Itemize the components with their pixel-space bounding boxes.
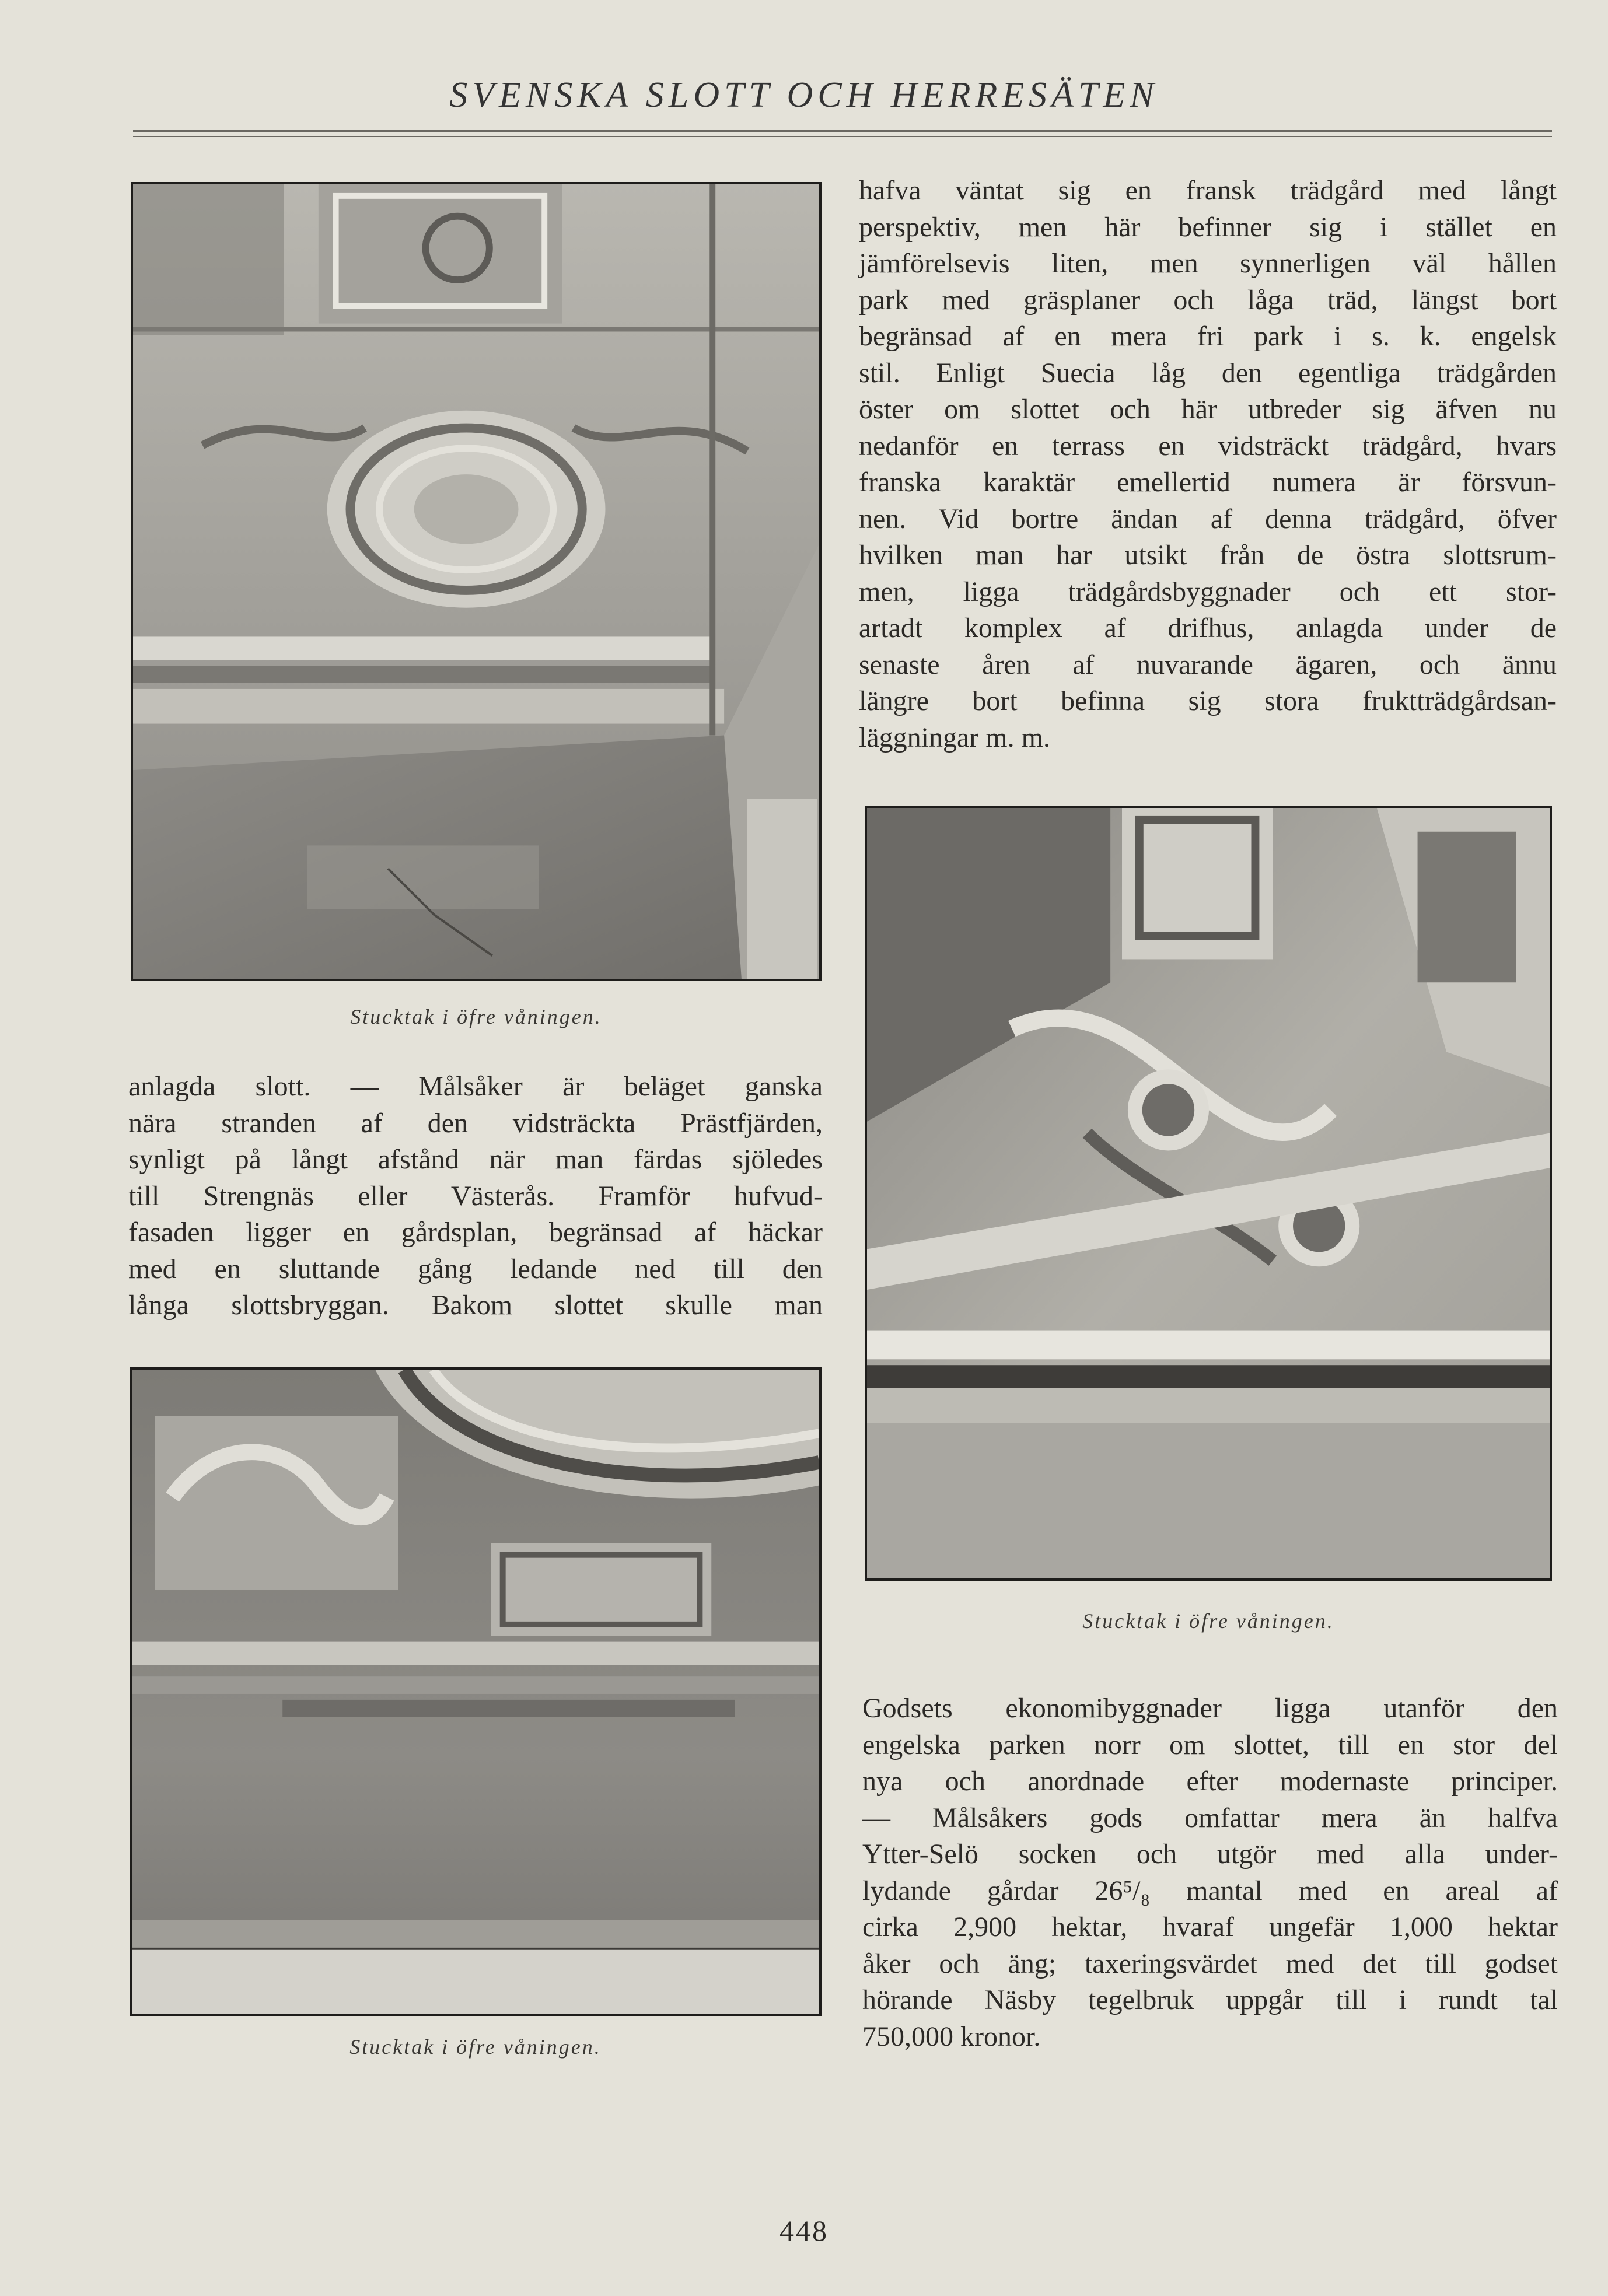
text-line: men, ligga trädgårdsbyggnader och ett stor- (859, 576, 1557, 607)
text-column-right-top (859, 173, 1557, 756)
text-line: artadt komplex af drifhus, anlagda under de (859, 612, 1557, 643)
text-line: cirka 2,900 hektar, hvaraf ungefär 1,000 hektar (862, 1912, 1558, 1943)
header-rule (133, 136, 1552, 137)
photo-stucco-ceiling-top-left (131, 182, 822, 981)
text-line: begränsad af en mera fri park i s. k. engelsk (859, 321, 1557, 352)
text-line: hörande Näsby tegelbruk uppgår till i rundt tal (862, 1985, 1558, 2015)
text-line: jämförelsevis liten, men synnerligen väl hållen (859, 248, 1557, 279)
text-line: lydande gårdar 26⁵/₈ mantal med en areal af (862, 1875, 1558, 1906)
text-line: senaste åren af nuvarande ägaren, och ännu (859, 649, 1557, 680)
text-line: synligt på långt afstånd när man färdas sjöledes (128, 1144, 823, 1175)
text-line: läggningar m. m. (859, 722, 1050, 753)
text-line: perspektiv, men här befinner sig i stället en (859, 211, 1557, 243)
text-line: franska karaktär emellertid numera är försvun- (859, 467, 1557, 498)
running-header: SVENSKA SLOTT OCH HERRESÄTEN (449, 75, 1159, 115)
text-line: 750,000 kronor. (862, 2021, 1041, 2052)
text-line: längre bort befinna sig stora fruktträdgårdsan- (859, 685, 1557, 716)
text-line: — Målsåkers gods omfattar mera än halfva (862, 1802, 1558, 1833)
text-line: till Strengnäs eller Västerås. Framför hufvud- (128, 1180, 823, 1212)
header-rule (133, 130, 1552, 132)
text-line: hafva väntat sig en fransk trädgård med långt (859, 175, 1557, 206)
photo-stucco-ceiling-right (865, 806, 1552, 1581)
text-line: engelska parken norr om slottet, till en stor del (862, 1729, 1558, 1760)
photo-caption: Stucktak i öfre våningen. (349, 2035, 602, 2059)
text-line: nen. Vid bortre ändan af denna trädgård, öfver (859, 503, 1557, 534)
text-line: fasaden ligger en gårdsplan, begränsad af häckar (128, 1217, 823, 1248)
text-line: nya och anordnade efter modernaste principer. (862, 1766, 1558, 1797)
photo-caption: Stucktak i öfre våningen. (350, 1005, 602, 1028)
text-line: nedanför en terrass en vidsträckt trädgård, hvars (859, 430, 1557, 461)
text-line: öster om slottet och här utbreder sig äfven nu (859, 394, 1557, 425)
text-line: hvilken man har utsikt från de östra slottsrum- (859, 540, 1557, 570)
text-line: med en sluttande gång ledande ned till den (128, 1253, 823, 1284)
text-line: långa slottsbryggan. Bakom slottet skulle man (128, 1290, 823, 1321)
text-column-left-middle (128, 1069, 823, 1324)
text-line: anlagda slott. — Målsåker är beläget ganska (128, 1071, 823, 1102)
text-line: Godsets ekonomibyggnader ligga utanför den (862, 1693, 1558, 1724)
text-column-right-bottom (862, 1690, 1558, 2055)
text-line: Ytter-Selö socken och utgör med alla under- (862, 1839, 1558, 1870)
text-line: nära stranden af den vidsträckta Prästfjärden, (128, 1107, 823, 1139)
photo-caption: Stucktak i öfre våningen. (1082, 1609, 1334, 1633)
text-line: åker och äng; taxeringsvärdet med det till godset (862, 1948, 1558, 1979)
page-number: 448 (779, 2214, 829, 2247)
text-line: park med gräsplaner och låga träd, längst bort (859, 284, 1557, 316)
text-line: stil. Enligt Suecia låg den egentliga trädgården (859, 357, 1557, 388)
photo-stucco-ceiling-bottom-left (130, 1367, 822, 2016)
